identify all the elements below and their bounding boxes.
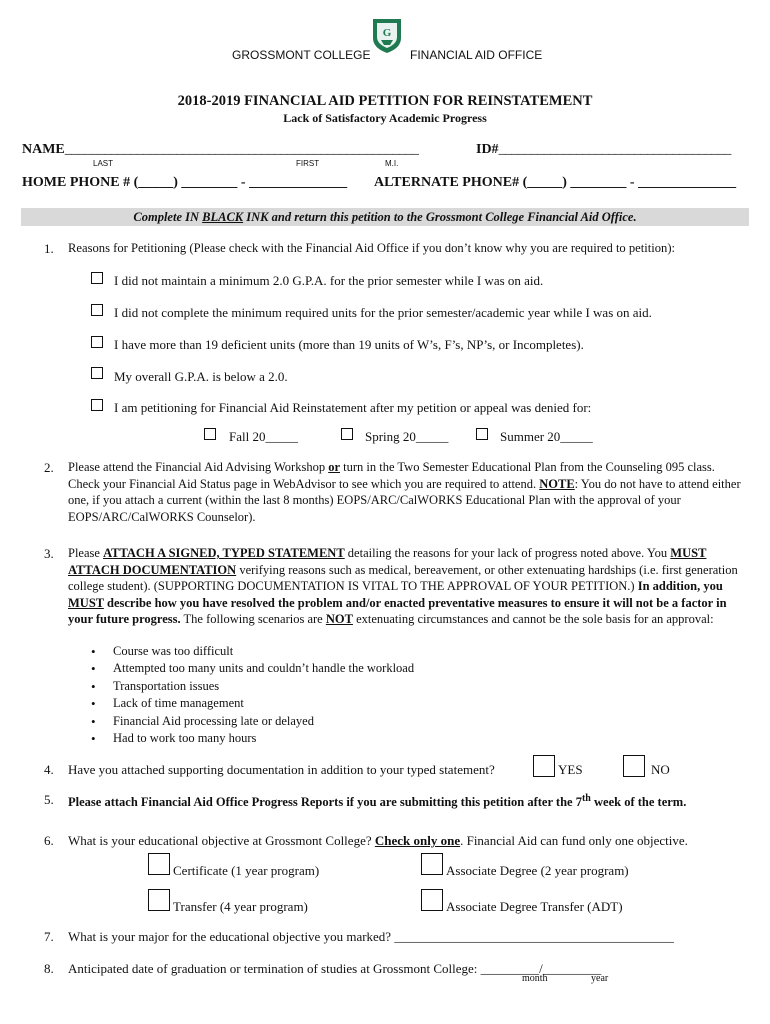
checkbox[interactable] — [476, 428, 488, 440]
q4-yes-checkbox[interactable] — [533, 755, 555, 782]
q1-option-2-label: I did not complete the minimum required units for the prior semester/academic year while I was on aid. — [114, 305, 652, 320]
banner-text-black: BLACK — [202, 210, 244, 224]
shield-logo-icon — [372, 18, 402, 54]
q6-number: 6. — [44, 833, 54, 848]
q1-option-1[interactable] — [91, 271, 103, 289]
q1-number: 1. — [44, 241, 54, 256]
q5-text-part: week of the term. — [590, 795, 687, 810]
last-name-caption: LAST — [93, 159, 114, 168]
checkbox[interactable] — [91, 399, 103, 411]
name-line[interactable]: ______________________________________________________ — [64, 142, 419, 157]
q8-graduation-date-field[interactable]: Anticipated date of graduation or termination of studies at Grossmont College: _________/_________ — [68, 961, 602, 976]
q1-option-3-label: I have more than 19 deficient units (more than 19 units of W’s, F’s, NP’s, or Incompletes). — [114, 337, 584, 352]
name-label: NAME — [22, 142, 65, 157]
list-item: • Lack of time management — [113, 695, 414, 712]
q2-text-part: turn in the Two Semester Educational Plan from the Counseling 095 class. Check your Financial Aid Status page in WebAdvisor to see which you are required to attend. — [68, 460, 715, 491]
list-item: • Had to work too many hours — [113, 730, 414, 747]
list-item: • Financial Aid processing late or delayed — [113, 713, 414, 730]
q7-major-field[interactable]: What is your major for the educational objective you marked? ___________________________________________ — [68, 929, 674, 944]
objective-adt-label: Associate Degree Transfer (ADT) — [446, 899, 623, 914]
checkbox[interactable] — [91, 272, 103, 284]
q5-number: 5. — [44, 792, 54, 807]
q1-option-3[interactable] — [91, 335, 103, 353]
q1-option-5[interactable] — [91, 398, 103, 416]
banner-text-pre: Complete IN — [133, 210, 203, 224]
q3-text-part: Please — [68, 546, 104, 560]
q3-text-part: extenuating circumstances and cannot be the sole basis for an approval: — [352, 612, 714, 626]
q4-no-label: NO — [651, 762, 670, 777]
q4-text: Have you attached supporting documentation in addition to your typed statement? — [68, 762, 495, 777]
term-summer[interactable] — [476, 427, 488, 445]
checkbox[interactable] — [533, 755, 555, 777]
q2-text-part: Please attend the Financial Aid Advising Workshop — [68, 460, 329, 474]
q4-number: 4. — [44, 762, 54, 777]
q2-text — [68, 459, 744, 525]
q2-number: 2. — [44, 460, 54, 475]
q3-number: 3. — [44, 546, 54, 561]
q1-option-1-label: I did not maintain a minimum 2.0 G.P.A. for the prior semester while I was on aid. — [114, 273, 544, 288]
q3-attach-statement: ATTACH A SIGNED, TYPED STATEMENT — [103, 546, 345, 560]
q3-bullet-list — [113, 643, 414, 747]
checkbox[interactable] — [91, 336, 103, 348]
id-field-row[interactable] — [476, 142, 731, 158]
checkbox[interactable] — [91, 304, 103, 316]
objective-associate-label: Associate Degree (2 year program) — [446, 863, 629, 878]
term-fall-label: Fall 20_____ — [229, 429, 298, 444]
q3-text-part: detailing the reasons for your lack of progress noted above. You — [344, 546, 671, 560]
q4-yes-label: YES — [558, 762, 583, 777]
first-name-caption: FIRST — [296, 159, 320, 168]
q2-text-part: : You do not have to attend either one, if you attach a current (within the last 8 months) EOPS/ARC/CalWORKS Educational Plan with the approval of your EOPS/ARC/CalWORKS Counselor). — [68, 476, 741, 524]
q1-option-4[interactable] — [91, 366, 103, 384]
form-subtitle: Lack of Satisfactory Academic Progress — [283, 111, 487, 125]
q2-note: NOTE — [539, 476, 575, 491]
month-caption: month — [522, 973, 548, 984]
q3-text-part: verifying reasons such as medical, bereavement, or other extenuating hardships (i.e. first generation college student). (SUPPORTING DOCUMENTATION IS VITAL TO THE APPROVAL OF YOUR PETITION.) — [68, 562, 738, 593]
checkbox[interactable] — [421, 853, 443, 875]
form-title: 2018-2019 FINANCIAL AID PETITION FOR REINSTATEMENT — [177, 93, 593, 109]
list-item: • Transportation issues — [113, 678, 414, 695]
checkbox[interactable] — [623, 755, 645, 777]
term-summer-label: Summer 20_____ — [500, 429, 593, 444]
instruction-banner-text — [21, 210, 749, 225]
svg-text:G: G — [382, 27, 392, 39]
list-item: • Course was too difficult — [113, 643, 414, 660]
term-spring-label: Spring 20_____ — [365, 429, 449, 444]
year-caption: year — [591, 973, 609, 984]
term-spring[interactable] — [341, 427, 353, 445]
q5-text-part: Please attach Financial Aid Office Progress Reports if you are submitting this petition after the 7 — [68, 795, 582, 810]
q3-bold-part: describe how you have resolved the problem and/or enacted preventative measures to ensure it will not be a factor in your future progress. — [68, 595, 727, 626]
q3-bold-part: In addition, you — [637, 579, 723, 593]
checkbox[interactable] — [341, 428, 353, 440]
checkbox[interactable] — [148, 853, 170, 875]
middle-initial-caption: M.I. — [385, 159, 399, 168]
q1-option-4-label: My overall G.P.A. is below a 2.0. — [114, 369, 288, 384]
objective-associate[interactable] — [421, 853, 443, 880]
office-name: FINANCIAL AID OFFICE — [410, 48, 543, 62]
q3-must-attach: MUST ATTACH DOCUMENTATION — [68, 546, 707, 577]
alternate-phone-field[interactable]: ALTERNATE PHONE# (_____) ________ - ______________ — [374, 175, 737, 190]
q1-option-5-label: I am petitioning for Financial Aid Reinstatement after my petition or appeal was denied for: — [114, 400, 592, 415]
banner-text-post: INK and return this petition to the Grossmont College Financial Aid Office. — [243, 210, 637, 224]
checkbox[interactable] — [148, 889, 170, 911]
id-line[interactable]: ____________________________________ — [498, 142, 731, 157]
objective-certificate[interactable] — [148, 853, 170, 880]
home-phone-field[interactable]: HOME PHONE # (_____) ________ - ______________ — [22, 175, 348, 190]
q3-must: MUST — [68, 595, 104, 610]
college-logo — [372, 18, 402, 59]
q6-text-part: . Financial Aid can fund only one objective. — [460, 833, 688, 848]
checkbox[interactable] — [91, 367, 103, 379]
q6-text-part: What is your educational objective at Grossmont College? — [68, 833, 375, 848]
q5-superscript: th — [581, 793, 591, 804]
q6-check-only-one: Check only one — [374, 833, 461, 848]
checkbox[interactable] — [204, 428, 216, 440]
checkbox[interactable] — [421, 889, 443, 911]
term-fall[interactable] — [204, 427, 216, 445]
q6-text — [68, 833, 688, 849]
q2-or: or — [328, 460, 341, 474]
q7-number: 7. — [44, 929, 54, 944]
objective-adt[interactable] — [421, 889, 443, 916]
name-field-row[interactable] — [22, 142, 418, 158]
objective-transfer-label: Transfer (4 year program) — [173, 899, 308, 914]
q3-not: NOT — [325, 612, 353, 626]
id-label: ID# — [476, 142, 499, 157]
q1-text: Reasons for Petitioning (Please check with the Financial Aid Office if you don’t know why you are required to petition): — [68, 241, 676, 255]
college-name: GROSSMONT COLLEGE — [232, 48, 371, 62]
q3-text — [68, 545, 748, 628]
q4-no-checkbox[interactable] — [623, 755, 645, 782]
q8-number: 8. — [44, 961, 54, 976]
list-item: • Attempted too many units and couldn’t handle the workload — [113, 660, 414, 677]
objective-transfer[interactable] — [148, 889, 170, 916]
objective-certificate-label: Certificate (1 year program) — [173, 863, 320, 878]
q1-option-2[interactable] — [91, 303, 103, 321]
q3-text-part: The following scenarios are — [180, 612, 326, 626]
q5-text — [68, 791, 740, 811]
